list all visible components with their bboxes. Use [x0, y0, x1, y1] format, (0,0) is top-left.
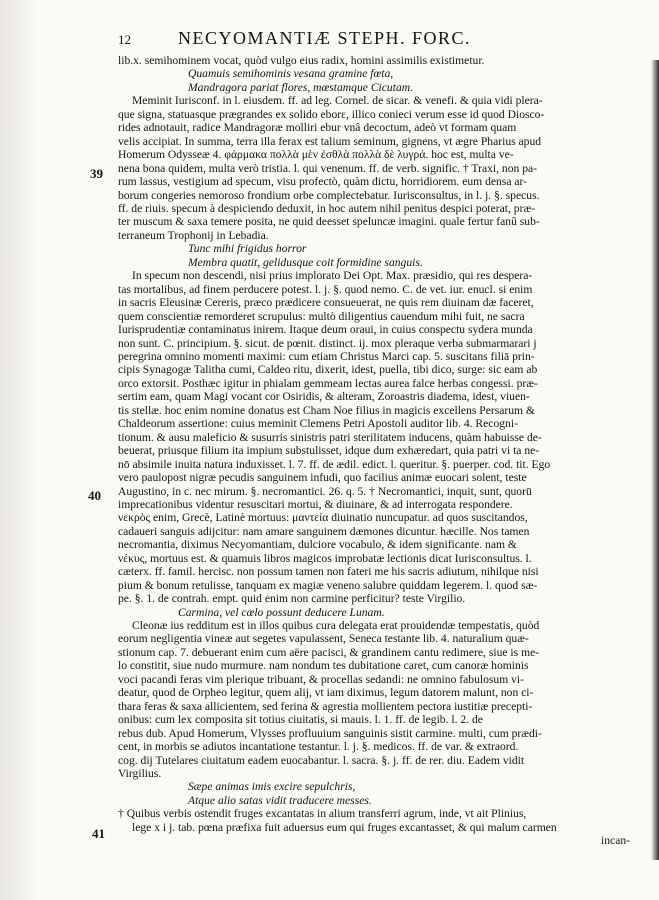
text-line: stionum cap. 7. debuerant enim cum aëre pacisci, & grandinem cantu redimere, siue is me- — [118, 645, 540, 659]
text-line: tas mortalibus, ad finem perducere potest. l. j. §. quod nemo. C. de vet. iur. enucl. si enim — [118, 282, 533, 296]
page-header — [118, 26, 628, 52]
text-line: velis accipiat. In summa, terra illa ferax est talium seminum, gignens, vt ægre Pharius apud — [118, 134, 542, 148]
verse-line: Tunc mihi frigidus horror — [188, 242, 307, 256]
text-line: onibus: cum lex composita sit totius ciuitatis, si mauis. l. 1. ff. de legib. l. 2. de — [118, 713, 483, 727]
text-line: νεκρὸς enim, Grecè, Latinè mortuus: μαντεία diuinatio nuncupatur. ad quos suscitandos, — [118, 511, 528, 525]
text-line: Homerum Odysseæ 4. φάρμακα πολλὰ μὲν ἐσθλὰ πολλὰ δὲ λυγρά. hoc est, multa ve- — [118, 148, 514, 162]
text-line: tis stellæ. hoc enim nomine donatus est Cham Noe filius in magicis excellens Persarum & — [118, 403, 535, 417]
verse-line: Atque alio satas vidit traducere messes. — [188, 793, 372, 807]
text-line: † Quibus verbis ostendit fruges excantatas in alium transferri agrum, inde, vt ait Plinius, — [118, 807, 527, 821]
text-line: Chaldeorum assertione: cuius meminit Clemens Petri Apostoli auditor lib. 4. Recogni- — [118, 417, 518, 431]
text-line: In specum non descendi, nisi prius implorato Dei Opt. Max. præsidio, qui res despera- — [132, 269, 533, 283]
verse-line: Mandragora pariat flores, mœstamque Cicutam. — [188, 80, 414, 94]
margin-number-39: 39 — [90, 166, 103, 181]
text-line: quem conscientiæ remorderet scrupulus: multò diligentius cauendum mihi fuit, ne sacra — [118, 309, 525, 323]
page-edge-shadow — [651, 60, 659, 860]
text-line: Cleonæ ius redditum est in illos quibus cura delegata erat prouidendæ tempestatis, quòd — [132, 619, 540, 633]
text-line: Iurisprudentiæ contaminatus inirem. Itaque deum oraui, in cuius conspectu sydera munda — [118, 323, 533, 337]
text-line: peregrina omnino momenti maximi: cum etiam Christus Marci cap. 5. suscitans filiā prin- — [118, 349, 535, 363]
text-line: cipis Synagogæ Talitha cumi, Caldeo ritu, dixerit, idest, puella, tibi dico, surge: sic eam ab — [118, 363, 538, 377]
text-line: νέκυς, mortuus est. & quamuis libros magicos improbatæ lectionis dicat Iurisconsultus. l. — [118, 551, 532, 565]
text-line: deatur, quod de Orpheo legitur, quem alij, vt iam diximus, legum datorem malunt, non ci- — [118, 686, 534, 700]
text-line: lib.x. semihominem vocat, quòd vulgo eius radix, homini assimilis existimetur. — [118, 54, 485, 67]
text-line: borum congeries nemoroso frondium orbe complectebatur. Iurisconsultus, in l. j. §. specus. — [118, 188, 540, 202]
text-line: cent, in morbis se adiutos incantatione testantur. l. j. §. medicos. ff. de var. & extraord. — [118, 740, 519, 754]
text-line: imprecationibus videntur resuscitari mortui, & diuinare, & ad interrogata respondere. — [118, 497, 513, 511]
verse-line: Carmina, vel cœlo possunt deducere Lunam. — [178, 605, 385, 619]
text-line: voci pacandi feras vim plerique tribuant, & procellas sedandi: ne omnino fabulosum vi- — [118, 672, 524, 686]
catchword: incan- — [601, 834, 630, 848]
text-line: nena bona quidem, multa verò tristia. l. qui venenum. ff. de verb. signific. † Traxi, non pa- — [118, 161, 538, 175]
text-line: in sacris Eleusinæ Cereris, præco prædicere consueuerat, ne quis rem diuinam dæ faceret, — [118, 296, 534, 310]
text-line: eorum negligentia vineæ aut segetes vapulassent, Seneca testante lib. 4. naturalium quæ- — [118, 632, 529, 646]
text-line: que signa, statuasque prægrandes ex solido eborε, illico conieci verum esse id quod Diosco- — [118, 107, 545, 121]
margin-number-41: 41 — [92, 826, 105, 841]
text-line: sertim eam, quam Magi vocant cor Osiridis, & alteram, Zoroastris diadema, idest, viuen- — [118, 390, 530, 404]
text-line: Augustino, in c. nec mirum. §. necromantici. 26. q. 5. † Necromantici, inquit, sunt, quorū — [118, 484, 532, 498]
text-line: rebus dub. Apud Homerum, Vlysses profluuium sanguinis sistit carmine. multi, cum prædi- — [118, 726, 542, 740]
text-line: rum lassus, vestigium ad specum, visu profectò, quàm dictu, horridiorem. eum densa ar- — [118, 175, 527, 189]
text-line: pium & bonum retulisse, tanquam ex magiæ veneno salubre quiddam legerem. l. quod sæ- — [118, 578, 538, 592]
text-line: beuerat, priusque filium ita impium substulisset, idque dum exhæredart, quia patri vi ta ne- — [118, 444, 540, 458]
text-line: thara feras & saxa allicientem, sed ferina & agrestia mollientem pectora iustitiæ precepti- — [118, 699, 533, 713]
text-line: tionum. & ausu maleficio & susurris sinistris patri sterilitatem inducens, quàm habuisse de- — [118, 430, 542, 444]
text-line: orco extorsit. Posthæc igitur in phialam gemmeam lectas aurea falce herbas congessi. præ- — [118, 376, 538, 390]
gutter-shadow — [0, 0, 40, 900]
text-line: nō absimile inuita natura induxisset. l. 7. ff. de ædil. edict. l. queritur. §. puerper. cod. tit. Ego — [118, 457, 551, 471]
text-line: lo constitit, siue nudo murmure. nam nondum tes dubitatione caret, cum canoræ hominis — [118, 659, 529, 673]
text-line: pe. §. 1. de contrah. empt. quid enim non carmine perficitur? teste Virgilio. — [118, 592, 466, 606]
text-line: ff. de riuis. specum à despiciendo deduxit, in hoc autem nihil penitus despici poterat, præ- — [118, 201, 536, 215]
page-number: 12 — [118, 32, 131, 47]
verse-line: Sæpe animas imis excire sepulchris, — [188, 780, 356, 794]
text-line: lege x i j. tab. pœna præfixa fuit aduersus eum qui fruges excantasset, & qui malum carmen — [132, 820, 557, 834]
margin-number-40: 40 — [88, 488, 101, 503]
text-line: Meminit Iurisconf. in l. eiusdem. ff. ad leg. Cornel. de sicar. & venefi. & quia vidi plera- — [132, 94, 543, 108]
text-line: cadaueri sanguis adijcitur: nam amare sanguinem dæmones dicuntur. hæcille. Nos tamen — [118, 524, 530, 538]
text-line: terraneum Trophonij in Lebadia. — [118, 228, 269, 242]
running-head: NECYOMANTIÆ STEPH. FORC. — [178, 28, 472, 48]
verse-line: Quamuis semihominis vesana gramine fœta, — [188, 67, 394, 81]
text-line: rides adnotauit, radice Mandragoræ molliri ebur vnâ decoctum, adeò vt formam quam — [118, 121, 517, 135]
text-line: cog. dij Tutelares ciuitatum eadem euocabantur. l. sacra. §. j. ff. de rer. diu. Eadem vidit — [118, 753, 525, 767]
text-line: ter muscum & saxa temere posita, ne quid deesset speluncæ imagini. quale fertur fanû sub- — [118, 215, 540, 229]
text-line: cæterx. ff. famil. hercisc. non possum tamen non fateri me his sacris adiutum, nihilque nisi — [118, 565, 539, 579]
text-line: necromantia, diximus Necyomantiam, dulciore vocabulo, & idem significante. nam & — [118, 538, 517, 552]
text-line: non sunt. C. principium. §. sicut. de pœnit. distinct. ij. mox pleraque verba submarmarari j — [118, 336, 537, 350]
text-line: vero paulopost nigræ pecudis sanguinem infudi, quo facilius animæ euocari solent, teste — [118, 471, 527, 485]
body-text — [118, 54, 630, 848]
text-line: Virgilius. — [118, 767, 162, 781]
verse-line: Membra quatit, gelidusque coit formidine sanguis. — [188, 255, 423, 269]
